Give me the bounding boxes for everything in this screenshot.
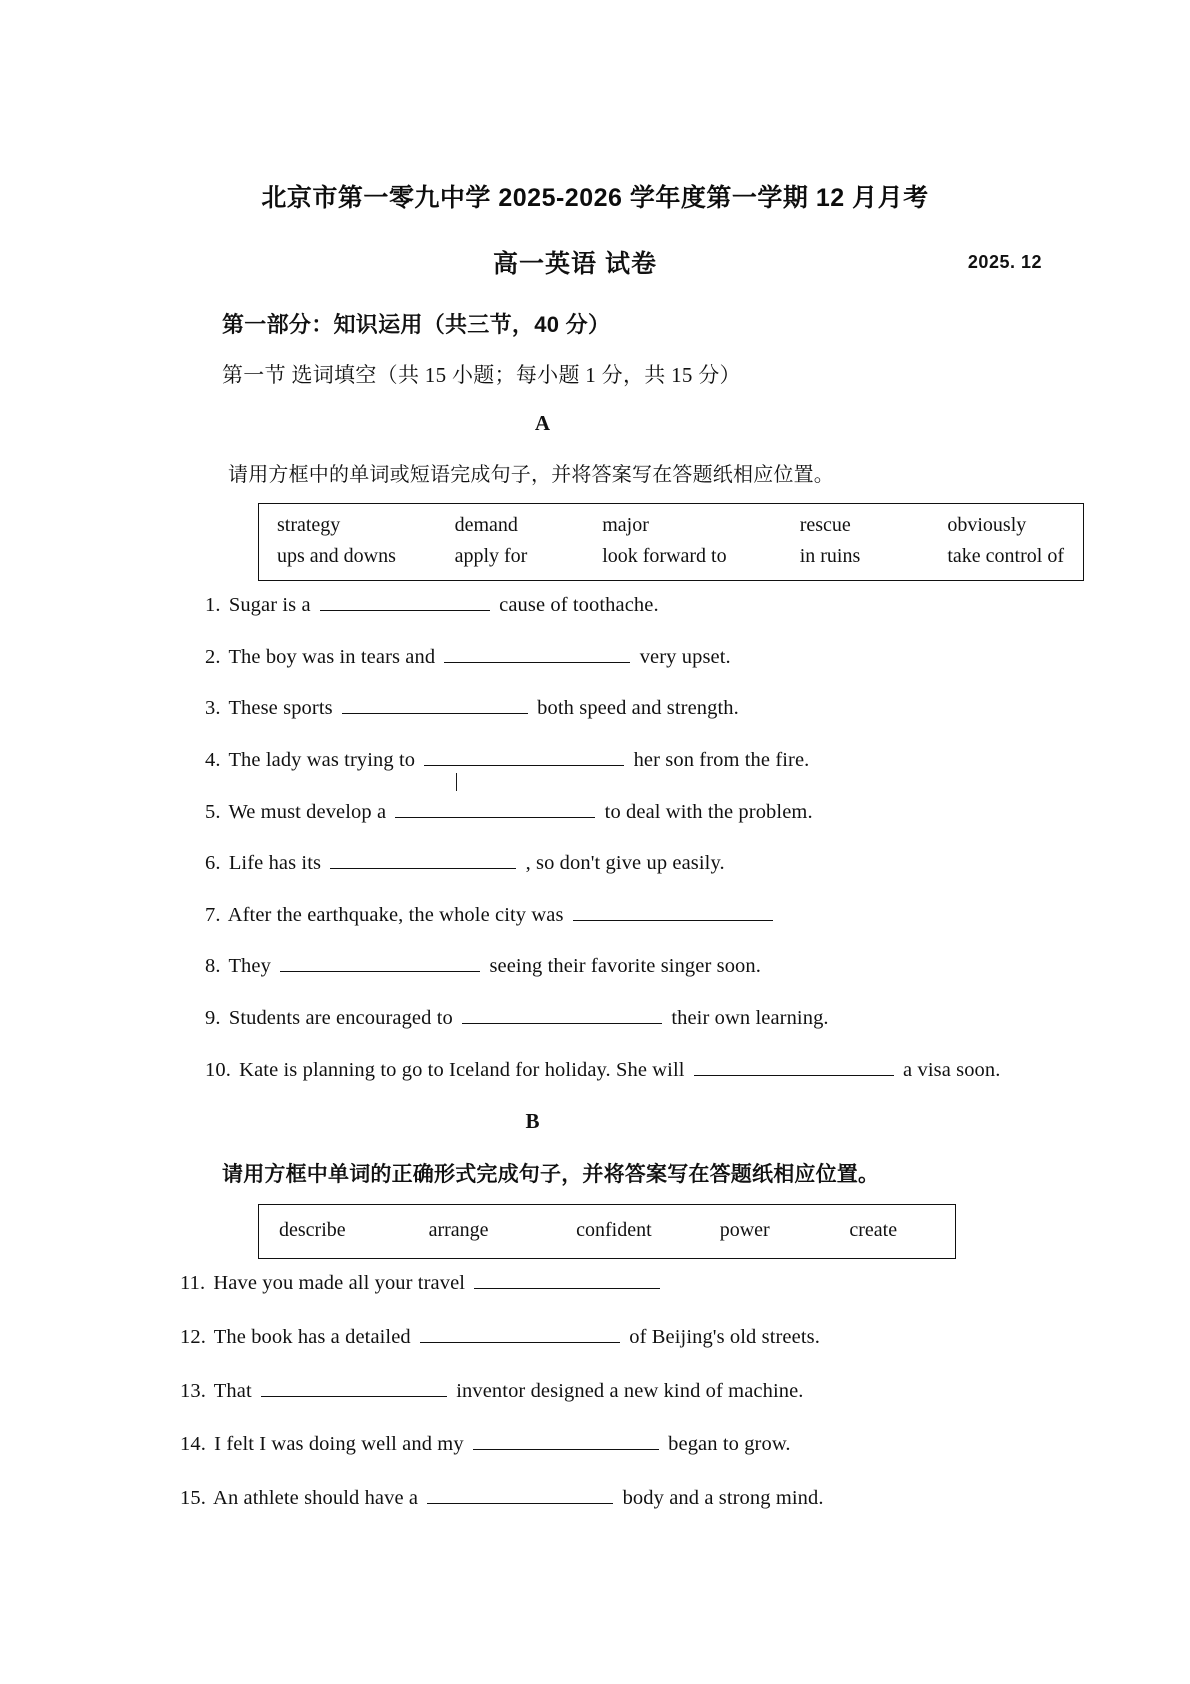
question-text-before: The book has a detailed — [213, 1325, 411, 1348]
question-number: 10. — [205, 1058, 231, 1081]
question-item — [0, 748, 1190, 774]
group-b-question-list — [0, 1271, 1190, 1511]
answer-blank[interactable] — [462, 1006, 662, 1024]
page-title: 北京市第一零九中学 2025-2026 学年度第一学期 12 月月考 — [261, 184, 929, 212]
question-text-after: seeing their favorite singer soon. — [489, 955, 761, 978]
group-a-word-bank — [258, 503, 1084, 581]
word-bank-row — [259, 510, 1083, 541]
question-text-after: of Beijing's old streets. — [629, 1325, 820, 1348]
word-bank-item: apply for — [454, 545, 528, 567]
group-a-instruction: 请用方框中的单词或短语完成句子，并将答案写在答题纸相应位置。 — [228, 464, 834, 486]
group-a-question-list — [0, 593, 1190, 1083]
answer-blank[interactable] — [420, 1325, 620, 1343]
part-one-heading: 第一部分：知识运用（共三节，40 分） — [222, 312, 611, 337]
question-item — [0, 1006, 1190, 1032]
question-number: 9. — [205, 1007, 221, 1029]
question-number: 8. — [205, 955, 221, 978]
question-text-before: Kate is planning to go to Iceland for holiday. She will — [239, 1058, 685, 1081]
question-item — [0, 1379, 1190, 1405]
answer-blank[interactable] — [427, 1486, 613, 1504]
question-text-before: They — [228, 955, 271, 978]
question-text-after: cause of toothache. — [499, 594, 659, 616]
paper-subtitle: 高一英语 试卷 — [493, 250, 657, 278]
question-text-after: , so don't give up easily. — [525, 852, 725, 875]
question-item — [0, 1325, 1190, 1351]
question-item — [0, 1432, 1190, 1458]
question-text-before: After the earthquake, the whole city was — [227, 903, 564, 926]
question-text-after: a visa soon. — [903, 1058, 1001, 1081]
question-text-before: Life has its — [228, 852, 322, 875]
answer-blank[interactable] — [424, 748, 624, 766]
question-text-before: These sports — [228, 697, 333, 720]
question-number: 13. — [180, 1379, 206, 1402]
question-text-after: to deal with the problem. — [604, 800, 813, 823]
word-bank-item: look forward to — [602, 545, 727, 567]
question-item — [0, 800, 1190, 826]
answer-blank[interactable] — [573, 903, 773, 921]
question-text-after: body and a strong mind. — [622, 1486, 824, 1509]
word-bank-item: create — [849, 1219, 898, 1242]
question-text-before: We must develop a — [228, 800, 387, 823]
question-text-after: very upset. — [639, 645, 731, 668]
question-item — [0, 1486, 1190, 1512]
exam-date: 2025. 12 — [967, 252, 1042, 272]
question-number: 5. — [205, 800, 221, 823]
question-number: 12. — [180, 1325, 206, 1348]
group-b-word-bank — [258, 1204, 956, 1259]
answer-blank[interactable] — [280, 954, 480, 972]
scan-artifact-mark — [456, 773, 457, 791]
question-text-after: began to grow. — [668, 1433, 791, 1456]
group-b-instruction: 请用方框中单词的正确形式完成句子，并将答案写在答题纸相应位置。 — [222, 1163, 880, 1187]
word-bank-item: confident — [576, 1219, 652, 1242]
answer-blank[interactable] — [473, 1432, 659, 1450]
word-bank-item: in ruins — [799, 545, 861, 567]
question-number: 7. — [205, 903, 221, 926]
word-bank-row — [259, 1215, 955, 1246]
answer-blank[interactable] — [395, 800, 595, 818]
answer-blank[interactable] — [320, 593, 490, 611]
answer-blank[interactable] — [330, 851, 516, 869]
question-item — [0, 903, 1190, 929]
question-item — [0, 645, 1190, 671]
answer-blank[interactable] — [444, 645, 630, 663]
question-text-before: I felt I was doing well and my — [214, 1433, 464, 1456]
question-text-before: Have you made all your travel — [213, 1272, 466, 1295]
word-bank-item: arrange — [428, 1219, 489, 1242]
group-b-letter: B — [525, 1109, 540, 1134]
word-bank-row — [259, 541, 1083, 572]
word-bank-item: strategy — [277, 514, 341, 536]
question-text-before: That — [213, 1379, 252, 1402]
question-number: 3. — [205, 697, 221, 720]
question-text-before: Sugar is a — [228, 594, 311, 616]
question-item — [0, 1271, 1190, 1297]
group-a-letter: A — [534, 411, 551, 435]
question-text-after: her son from the fire. — [633, 748, 810, 771]
answer-blank[interactable] — [261, 1379, 447, 1397]
word-bank-item: major — [602, 514, 649, 536]
question-number: 14. — [180, 1433, 206, 1456]
answer-blank[interactable] — [474, 1271, 660, 1289]
question-text-before: The boy was in tears and — [228, 645, 436, 668]
word-bank-item: power — [719, 1219, 770, 1242]
answer-blank[interactable] — [342, 696, 528, 714]
question-item — [0, 851, 1190, 877]
question-text-after: both speed and strength. — [537, 697, 739, 720]
answer-blank[interactable] — [694, 1058, 894, 1076]
question-number: 4. — [205, 748, 221, 771]
question-text-before: Students are encouraged to — [228, 1007, 453, 1029]
question-item — [0, 1058, 1190, 1084]
question-number: 2. — [205, 645, 221, 668]
question-number: 1. — [205, 594, 221, 616]
word-bank-item: rescue — [799, 514, 851, 536]
question-text-before: The lady was trying to — [228, 748, 416, 771]
question-text-before: An athlete should have a — [213, 1486, 419, 1509]
question-item — [0, 593, 1190, 619]
question-number: 6. — [205, 852, 221, 875]
question-number: 11. — [180, 1272, 206, 1295]
word-bank-item: take control of — [947, 545, 1064, 567]
word-bank-item: obviously — [947, 514, 1027, 536]
section-one-heading: 第一节 选词填空（共 15 小题；每小题 1 分，共 15 分） — [222, 363, 741, 387]
word-bank-item: demand — [454, 514, 518, 536]
subtitle-row — [0, 244, 1190, 282]
word-bank-item: ups and downs — [277, 545, 396, 567]
word-bank-item: describe — [279, 1219, 346, 1242]
question-item — [0, 954, 1190, 980]
question-item — [0, 696, 1190, 722]
question-text-after: their own learning. — [671, 1007, 829, 1029]
question-number: 15. — [180, 1486, 206, 1509]
question-text-after: inventor designed a new kind of machine. — [456, 1379, 804, 1402]
